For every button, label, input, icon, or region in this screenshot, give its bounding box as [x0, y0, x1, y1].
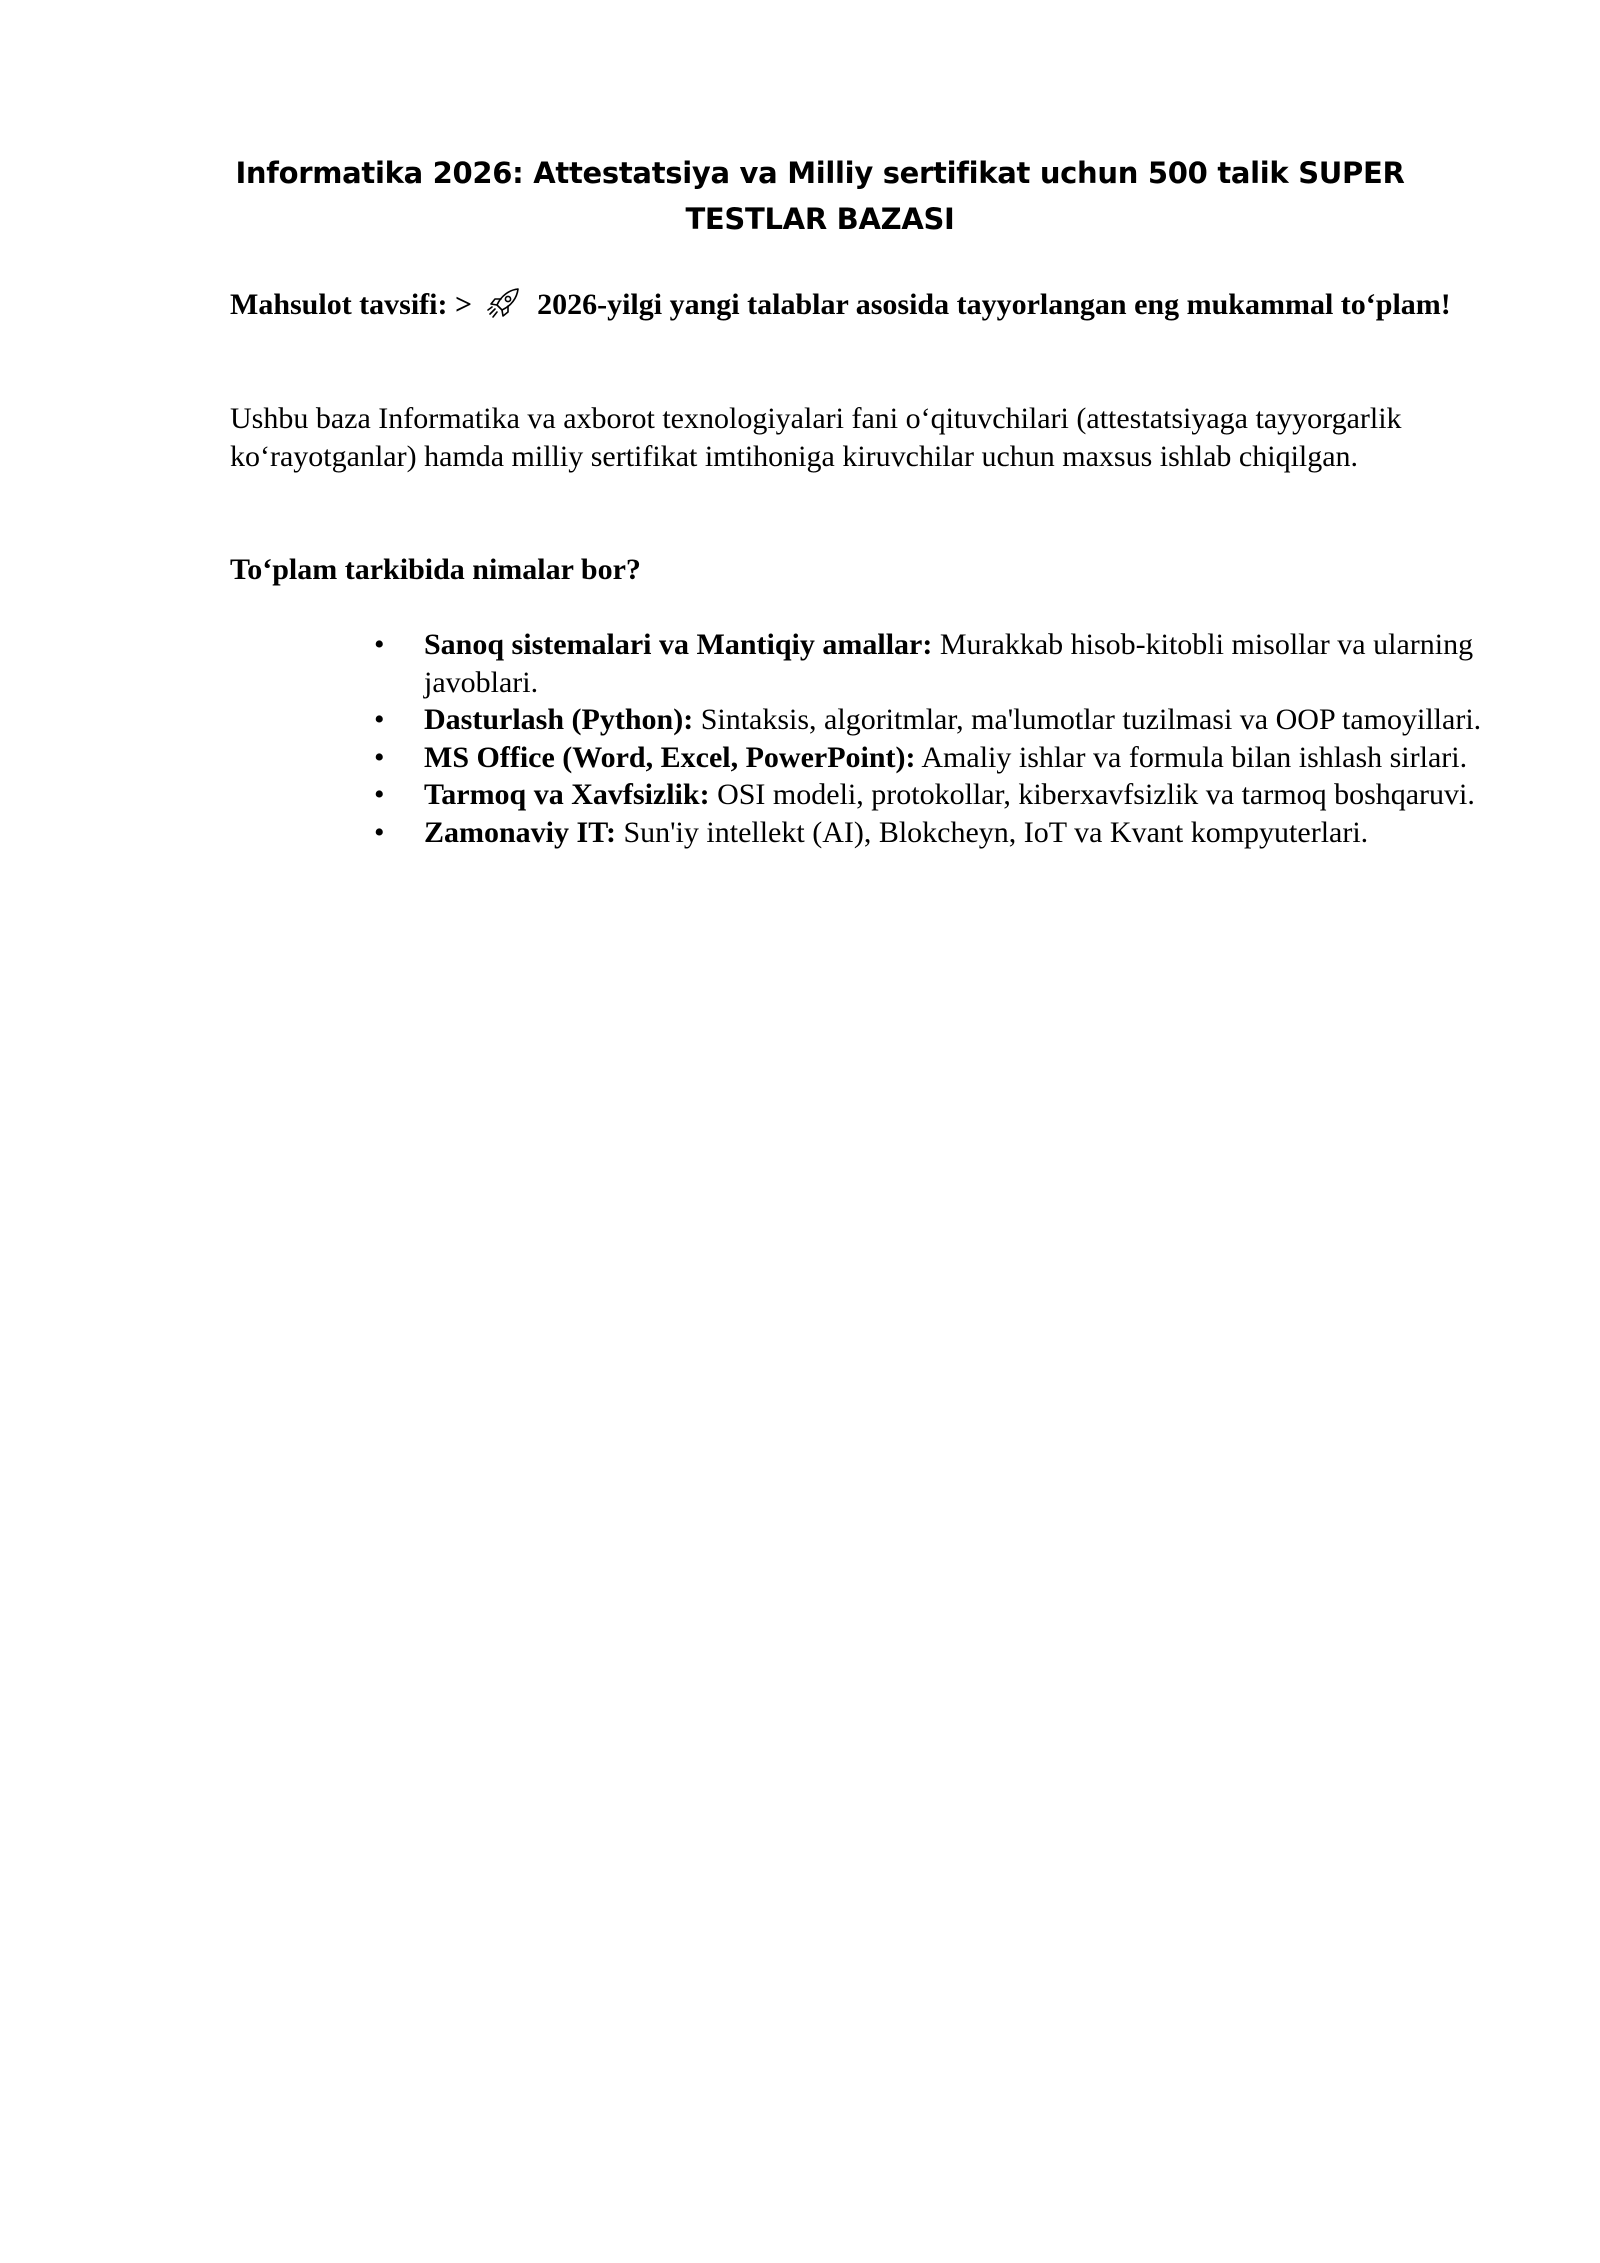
intro-paragraph: Ushbu baza Informatika va axborot texnologiyalari fani o‘qituvchilari (attestatsiyaga tayyorgarlik ko‘rayotganlar) hamda milliy sertifikat imtihoniga kiruvchilar uchun maxsus ishlab chiqilgan.: [230, 402, 1402, 473]
list-item-name: Sanoq sistemalari va Mantiqiy amallar:: [424, 628, 933, 661]
list-item-text: Amaliy ishlar va formula bilan ishlash sirlari.: [921, 740, 1468, 774]
bullet-icon: •: [374, 740, 385, 774]
list-item-text: Murakkab hisob-kitobli misollar va ularning javoblari.: [424, 628, 1474, 699]
product-description: [230, 286, 1470, 324]
list-item-name: MS Office (Word, Excel, PowerPoint):: [424, 740, 916, 774]
list-item: [372, 626, 1492, 701]
list-item: [372, 814, 1492, 852]
document-title: Informatika 2026: Attestatsiya va Milliy sertifikat uchun 500 talik SUPER TESTLAR BAZASI: [235, 156, 1405, 236]
list-item: [372, 701, 1492, 739]
list-item-text: OSI modeli, protokollar, kiberxavfsizlik va tarmoq boshqaruvi.: [717, 778, 1475, 811]
list-item-text: Sintaksis, algoritmlar, ma'lumotlar tuzilmasi va OOP tamoyillari.: [700, 703, 1482, 736]
list-item: [372, 739, 1492, 777]
list-item-name: Tarmoq va Xavfsizlik:: [424, 778, 710, 811]
description-text: 2026-yilgi yangi talablar asosida tayyorlangan eng mukammal to‘plam!: [537, 288, 1451, 321]
rocket-icon: [484, 286, 524, 320]
description-label: Mahsulot tavsifi:: [230, 288, 448, 321]
contents-heading: To‘plam tarkibida nimalar bor?: [230, 553, 641, 586]
list-item: [372, 776, 1492, 814]
bullet-icon: •: [374, 815, 385, 849]
bullet-icon: •: [374, 703, 385, 736]
list-item-name: Zamonaviy IT:: [424, 815, 616, 849]
contents-list: [372, 626, 1492, 851]
list-item-name: Dasturlash (Python):: [424, 703, 694, 736]
list-item-text: Sun'iy intellekt (AI), Blokcheyn, IoT va Kvant kompyuterlari.: [623, 815, 1369, 849]
bullet-icon: •: [374, 628, 385, 661]
description-separator: >: [455, 288, 473, 321]
bullet-icon: •: [374, 778, 385, 811]
